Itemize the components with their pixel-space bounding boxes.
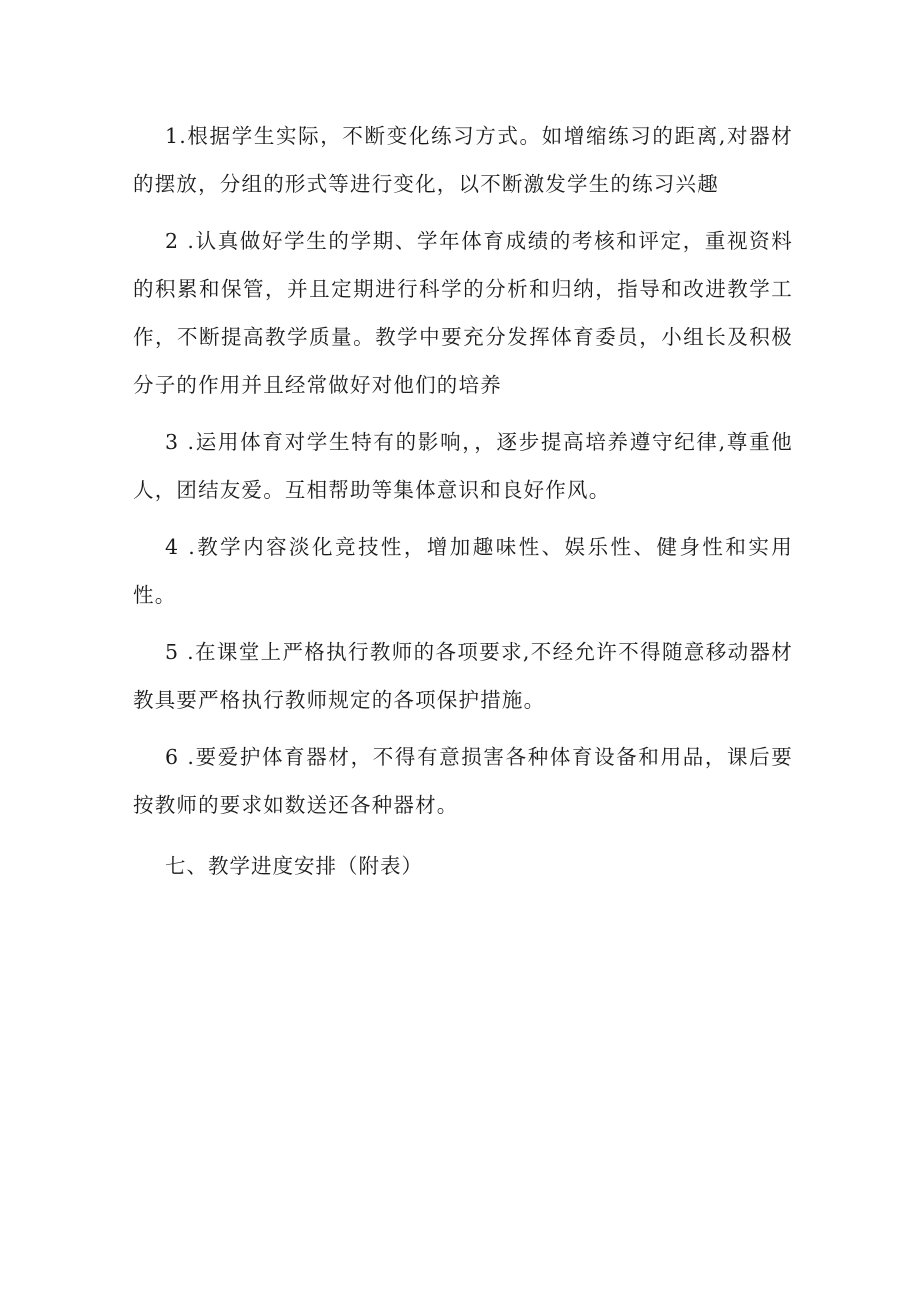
paragraph-item-5: 5 .在课堂上严格执行教师的各项要求,不经允许不得随意移动器材教具要严格执行教师规定的各项保护措施。 (133, 640, 793, 712)
paragraph-item-6: 6 .要爱护体育器材，不得有意损害各种体育设备和用品，课后要按教师的要求如数送还各种器材。 (133, 745, 793, 817)
paragraph-item-1: 1.根据学生实际，不断变化练习方式。如增缩练习的距离,对器材的摆放，分组的形式等进行变化，以不断激发学生的练习兴趣 (133, 124, 793, 196)
section-heading: 七、教学进度安排（附表） (165, 854, 423, 878)
paragraph-item-2: 2 .认真做好学生的学期、学年体育成绩的考核和评定，重视资料的积累和保管，并且定期进行科学的分析和归纳，指导和改进教学工作，不断提高教学质量。教学中要充分发挥体育委员，小组长及积极分子的作用并且经常做好对他们的培养 (133, 229, 793, 397)
paragraph-item-4: 4 .教学内容淡化竞技性，增加趣味性、娱乐性、健身性和实用性。 (133, 535, 793, 607)
paragraph-item-3: 3 .运用体育对学生特有的影响，，逐步提高培养遵守纪律,尊重他人，团结友爱。互相帮助等集体意识和良好作风。 (133, 430, 793, 502)
document-body (133, 112, 793, 890)
